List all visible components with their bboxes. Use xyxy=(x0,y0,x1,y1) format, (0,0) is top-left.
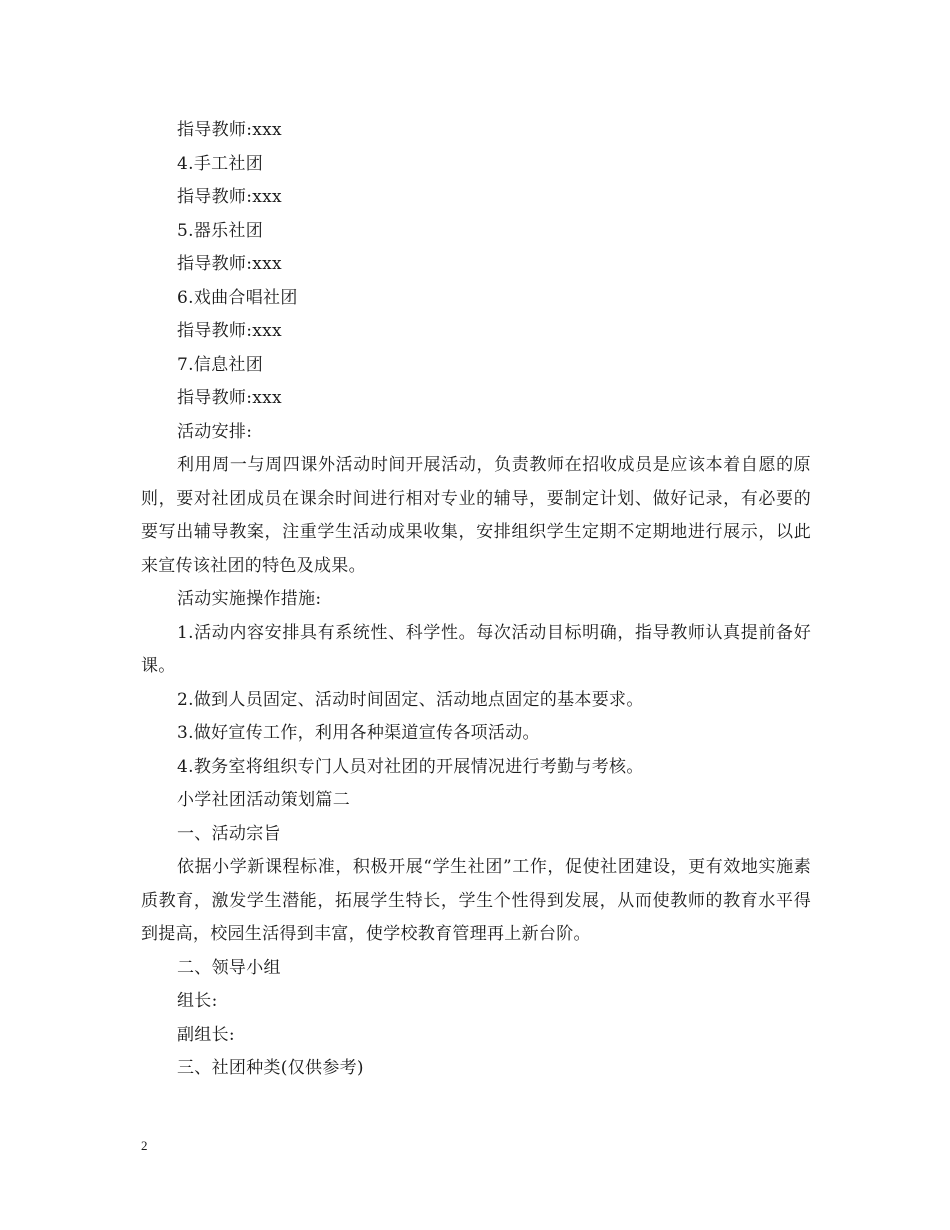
advisor-line: 指导教师:xxx xyxy=(177,254,282,274)
document-body xyxy=(141,114,811,1086)
advisor-line: 指导教师:xxx xyxy=(177,388,282,408)
club-item-instrumental: 5.器乐社团 xyxy=(177,220,264,241)
measure-item-4: 4.教务室将组织专门人员对社团的开展情况进行考勤与考核。 xyxy=(177,756,644,777)
club-types-heading: 三、社团种类(仅供参考) xyxy=(177,1058,364,1078)
measure-item-3: 3.做好宣传工作，利用各种渠道宣传各项活动。 xyxy=(177,723,540,743)
activity-schedule-heading: 活动安排: xyxy=(177,421,253,442)
purpose-paragraph: 依据小学新课程标准，积极开展“学生社团”工作，促使社团建设，更有效地实施素质教育，激发学生潜能，拓展学生特长，学生个性得到发展，从而使教师的教育水平得到提高，校园生活得到丰富，使学校教育管理再上新台阶。 xyxy=(141,857,811,944)
leadership-heading: 二、领导小组 xyxy=(177,957,281,978)
advisor-line: 指导教师:xxx xyxy=(177,187,282,207)
club-item-handcraft: 4.手工社团 xyxy=(177,153,264,174)
section-title: 小学社团活动策划篇二 xyxy=(177,790,350,810)
page-number: 2 xyxy=(141,1138,148,1153)
leader-line: 组长: xyxy=(177,991,218,1011)
measure-item-2: 2.做到人员固定、活动时间固定、活动地点固定的基本要求。 xyxy=(177,689,644,710)
advisor-line: 指导教师:xxx xyxy=(177,321,282,341)
club-item-information: 7.信息社团 xyxy=(177,354,264,375)
measure-item-1: 1.活动内容安排具有系统性、科学性。每次活动目标明确，指导教师认真提前备好课。 xyxy=(141,622,811,676)
measures-heading: 活动实施操作措施: xyxy=(177,589,322,609)
club-item-opera-choir: 6.戏曲合唱社团 xyxy=(177,287,298,308)
advisor-line: 指导教师:xxx xyxy=(177,120,282,140)
deputy-leader-line: 副组长: xyxy=(177,1024,235,1045)
activity-schedule-paragraph: 利用周一与周四课外活动时间开展活动，负责教师在招收成员是应该本着自愿的原则，要对社团成员在课余时间进行相对专业的辅导，要制定计划、做好记录，有必要的要写出辅导教案，注重学生活动成果收集，安排组织学生定期不定期地进行展示，以此来宣传该社团的特色及成果。 xyxy=(141,455,811,576)
purpose-heading: 一、活动宗旨 xyxy=(177,823,281,844)
